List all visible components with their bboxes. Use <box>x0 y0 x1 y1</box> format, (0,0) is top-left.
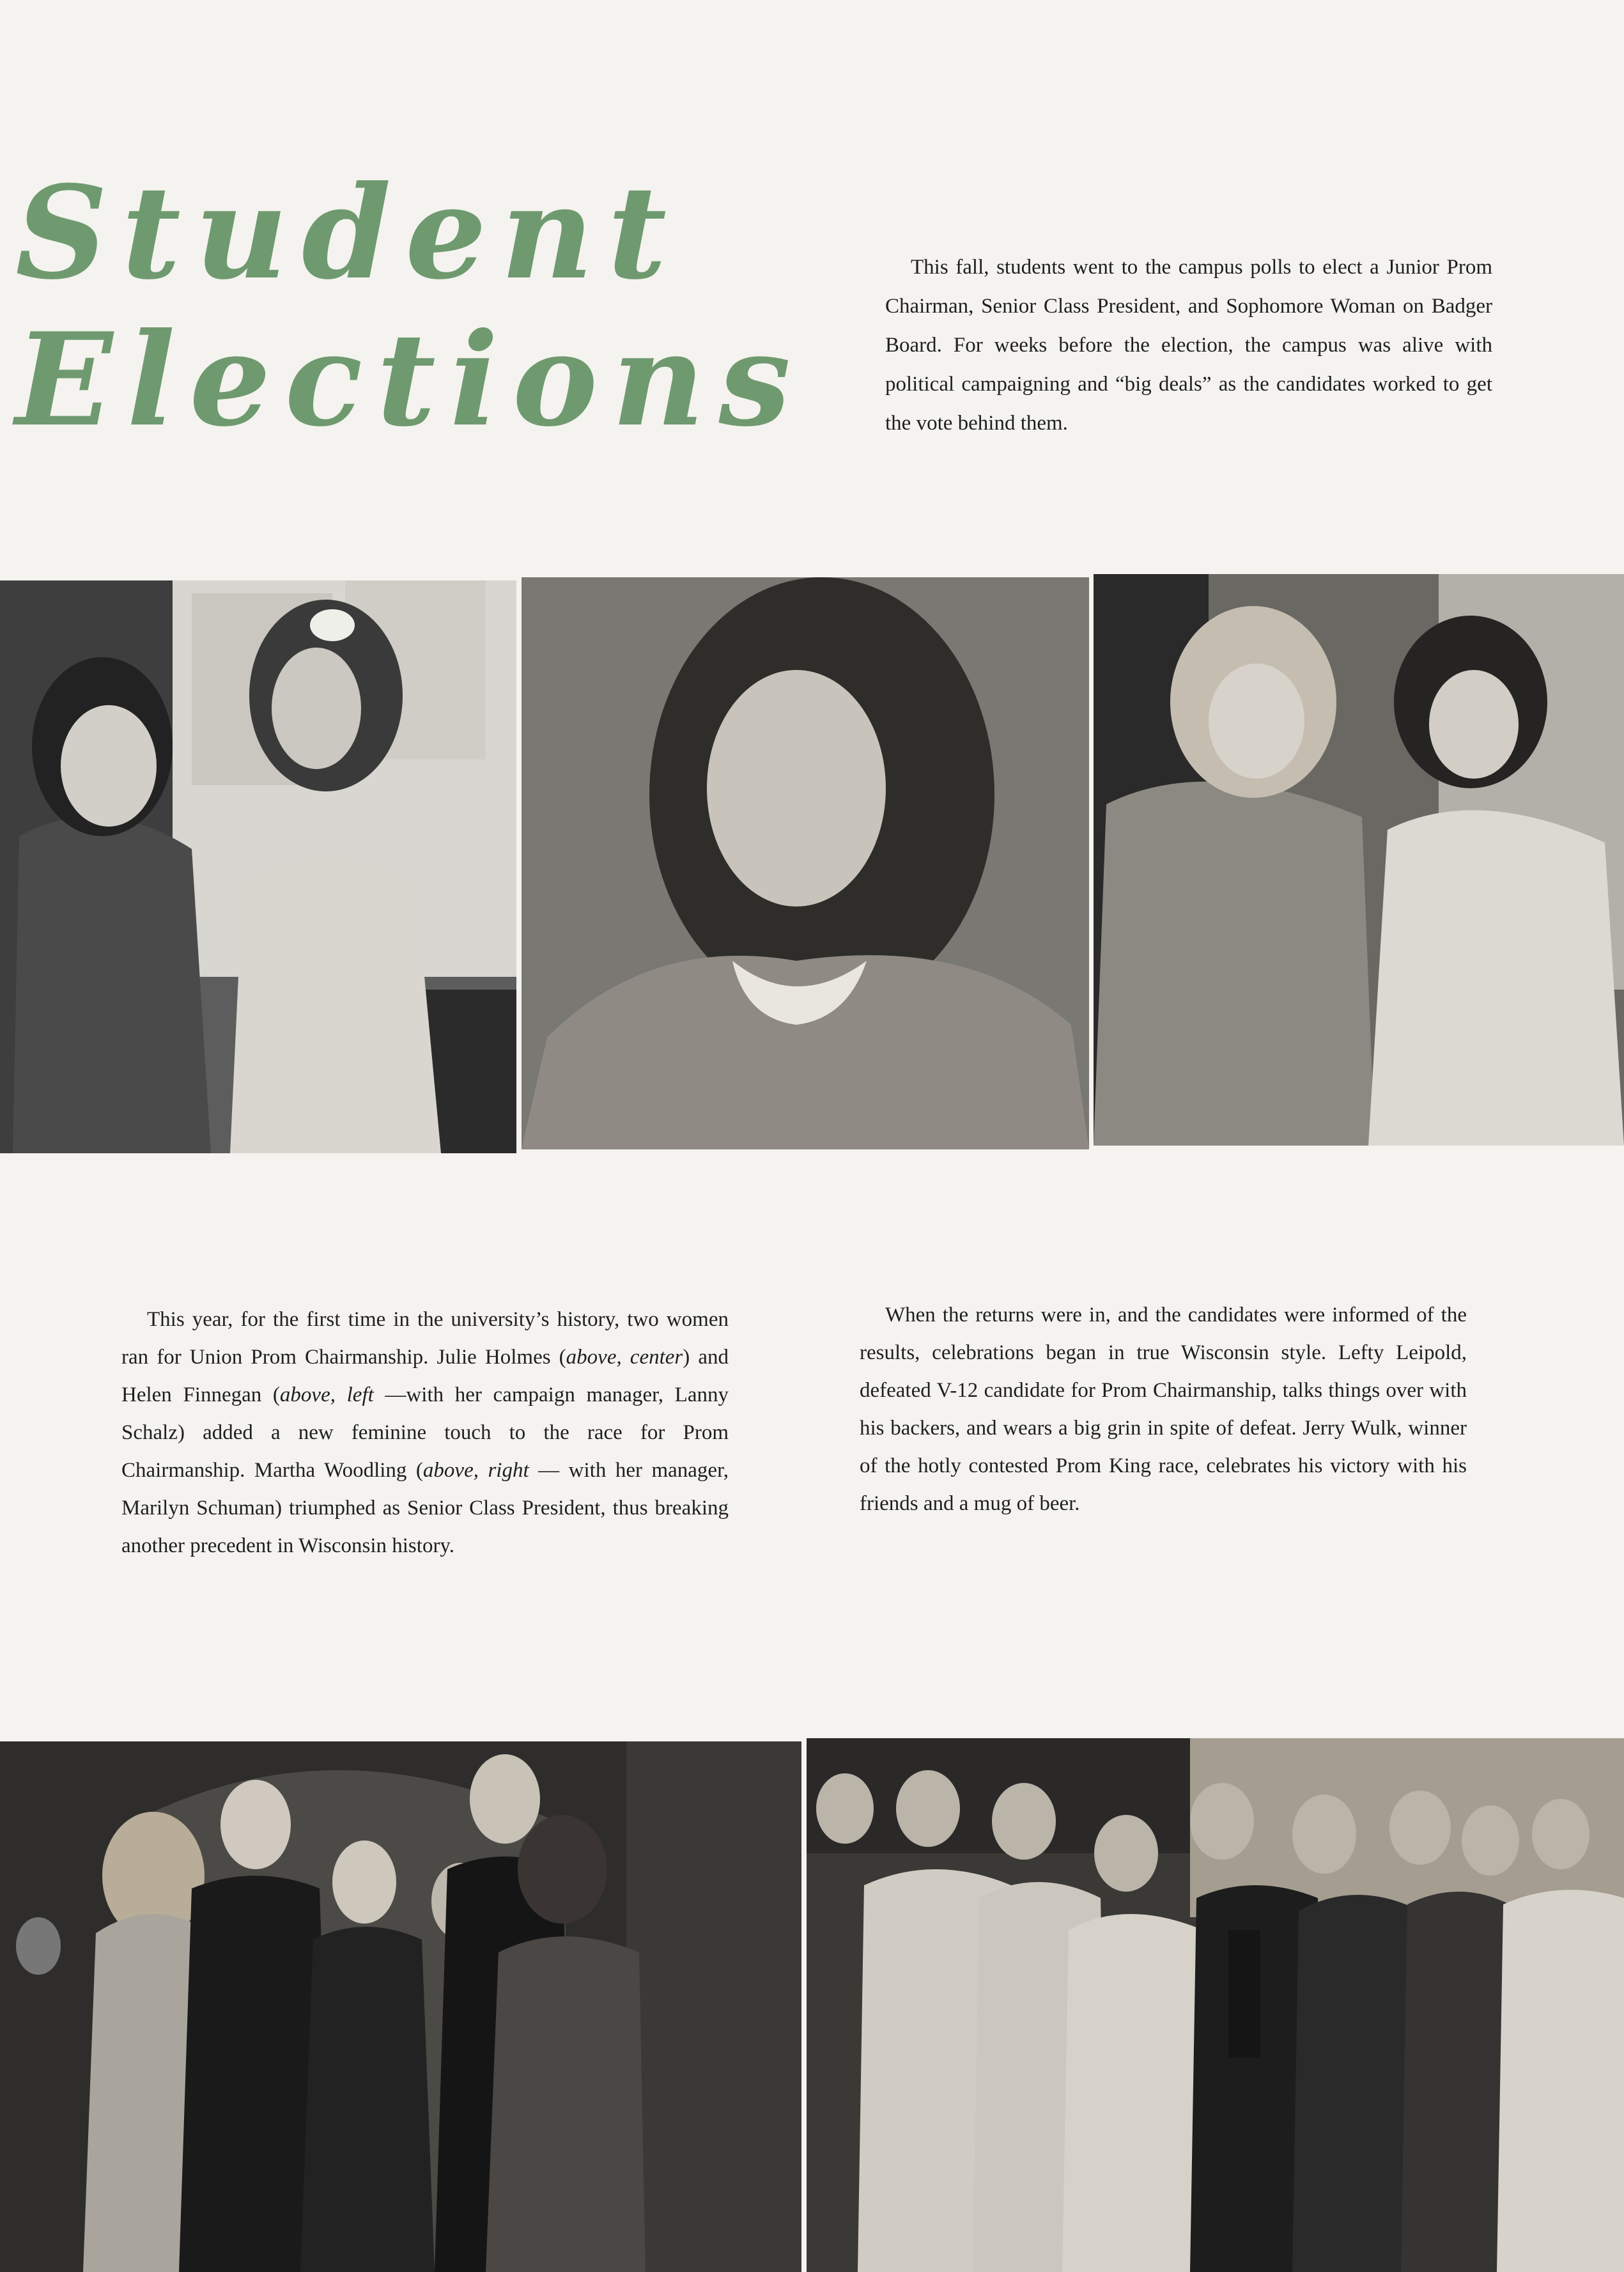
title-line-2: Elections <box>15 305 805 455</box>
photo-martha-woodling-and-marilyn-schuman <box>1094 574 1624 1146</box>
left-italic-1: above, center <box>566 1346 683 1369</box>
photo-lefty-leipold-with-backers <box>0 1741 801 2272</box>
page-title <box>15 160 805 454</box>
left-text-2: ) and Helen Finnegan ( <box>121 1346 729 1406</box>
left-column-paragraph <box>121 1301 729 1565</box>
photo-julie-holmes <box>522 577 1089 1149</box>
intro-paragraph: This fall, students went to the campus polls to elect a Junior Prom Chairman, Senior Class President, and Sophomore Woman on Badger Board. For weeks before the election, the campus was alive with political campaigning and “big deals” as the candidates worked to get the vote behind them. <box>885 256 1492 435</box>
photo-helen-finnegan-and-lanny-schalz <box>0 580 516 1153</box>
left-italic-3: above, right <box>422 1459 529 1482</box>
left-text-4: — with her manager, Marilyn Schuman) triumphed as Senior Class President, thus breaking another precedent in Wisconsin history. <box>121 1459 729 1557</box>
left-italic-2: above, left <box>279 1383 374 1406</box>
photo-jerry-wulk-celebration <box>807 1738 1624 2272</box>
left-text-3: —with her campaign manager, Lanny Schalz) added a new feminine touch to the race for Prom Chairmanship. Martha Woodling ( <box>121 1383 729 1482</box>
title-line-1: Student <box>15 158 681 308</box>
left-text-1: This year, for the first time in the university’s history, two women ran for Union Prom Chairmanship. Julie Holmes ( <box>121 1308 729 1369</box>
right-column-paragraph: When the returns were in, and the candidates were informed of the results, celebrations began in true Wisconsin style. Lefty Leipold, defeated V-12 candidate for Prom Chairmanship, talks things over with his backers, and wears a big grin in spite of defeat. Jerry Wulk, winner of the hotly contested Prom King race, celebrates his victory with his friends and a mug of beer. <box>860 1303 1467 1515</box>
